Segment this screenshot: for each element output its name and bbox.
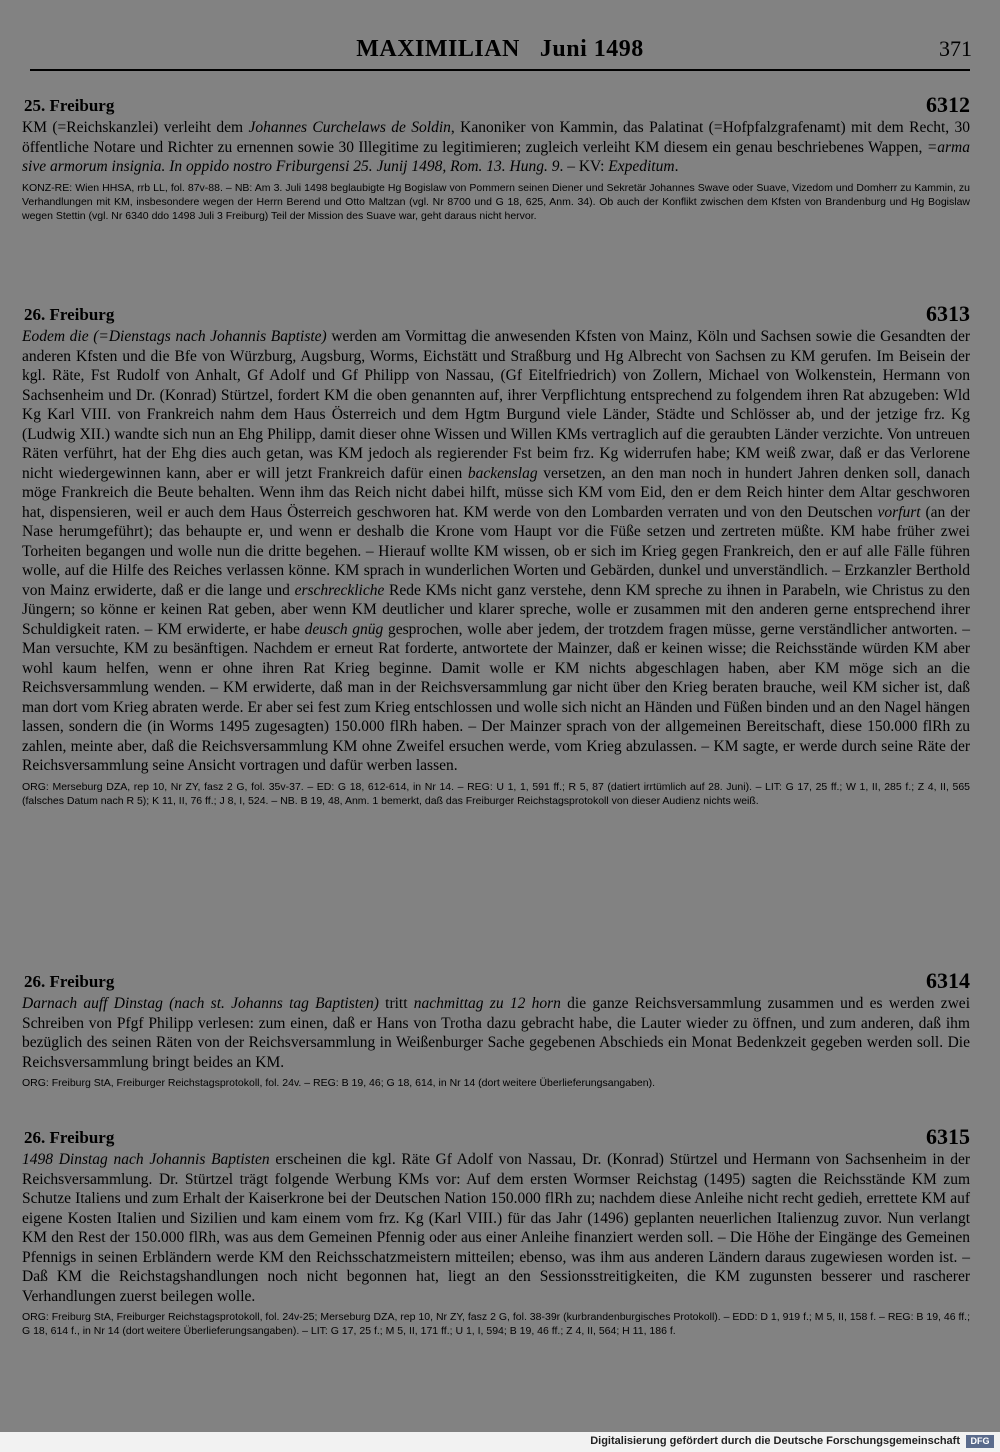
header-rule <box>30 69 970 71</box>
entry-number: 6313 <box>926 301 970 326</box>
page-title <box>22 36 978 63</box>
entry-6314 <box>22 968 970 1090</box>
entry-number: 6315 <box>926 1124 970 1149</box>
entry-text: Darnach auff Dinstag (nach st. Johanns tag Baptisten) tritt nachmittag zu 12 horn die ganze Reichsversammlung zusammen und es werden zwei Schreiben von Pfgf Philipp verlesen: zum einen, daß er Hans von Trotha dazu gebracht habe, die Lauter wieder zu öffnen, und zum anderen, daß ihm bezüglich des seinen Räten von der Reichsversammlung in Weißenburger Sache gegebenen Abschieds ein Monat Bedenkzeit gegeben werden soll. Die Reichsversammlung bringt beides an KM. <box>22 995 970 1071</box>
running-head <box>22 36 978 66</box>
title-date: Juni 1498 <box>539 36 644 62</box>
entry-notes: ORG: Merseburg DZA, rep 10, Nr ZY, fasz 2 G, fol. 35v-37. – ED: G 18, 612-614, in Nr 14. – REG: U 1, 1, 591 ff.; R 5, 87 (datiert irrtümlich auf 28. Juni). – LIT: G 17, 25 ff.; W 1, II, 285 f.; Z 4, II, 565 (falsches Datum nach R 5); K 11, II, 76 ff.; J 8, I, 524. – NB. B 19, 48, Anm. 1 bemerkt, daß das Freiburger Reichstagsprotokoll von dieser Audienz nichts weiß. <box>22 780 970 807</box>
entry-place: 26. Freiburg <box>24 305 115 324</box>
entry-notes: ORG: Freiburg StA, Freiburger Reichstagsprotokoll, fol. 24v. – REG: B 19, 46; G 18, 614, in Nr 14 (dort weitere Überlieferungsangaben). <box>22 1077 656 1089</box>
title-name: MAXIMILIAN <box>356 36 520 62</box>
entry-text: 1498 Dinstag nach Johannis Baptisten erscheinen die kgl. Räte Gf Adolf von Nassau, Dr. (Konrad) Stürtzel und Hermann von Sachsenheim in der Reichsversammlung. Dr. Stürtzel trägt folgende Werbung KMs vor: Auf dem ersten Wormser Reichstag (1495) sagten die Reichsstände KM zum Schutze Italiens und zum Erhalt der Kaiserkrone bei der Deutschen Nation 150.000 flRh zu; nachdem diese Anleihe nicht recht gedieh, errettete KM auf eigene Kosten Italien und Sizilien und kam einem vom frz. Kg (Karl VIII.) für das Jahr (1496) geplanten neuerlichen Italienzug zuvor. Nun verlangt KM den Rest der 150.000 flRh, was aus dem Gemeinen Pfennig oder aus einer Anleihe finanziert werden soll. – Die Höhe der Eingänge des Gemeinen Pfennigs in seinen Erbländern werde KM den Reichsschatzmeistern mitteilen; ebenso, was ihm aus anderen Ländern daraus zugewiesen worden ist. – Daß KM die Reichstagshandlungen noch nicht begonnen hat, liegt an den Sessionsstreitigkeiten, die KM zugunsten besserer und rascherer Verhandlungen zuerst beilegen wolle. <box>22 1151 970 1305</box>
entry-place: 26. Freiburg <box>24 1128 115 1147</box>
entry-number: 6314 <box>926 968 970 993</box>
footer-bar <box>0 1432 1000 1452</box>
entry-6315 <box>22 1124 970 1338</box>
entry-notes: ORG: Freiburg StA, Freiburger Reichstagsprotokoll, fol. 24v-25; Merseburg DZA, rep 10, Nr ZY, fasz 2 G, fol. 38-39r (kurbrandenburgisches Protokoll). – EDD: D 1, 919 f.; M 5, II, 158 f. – REG: B 19, 46 ff.; G 18, 614 f., in Nr 14 (dort weitere Überlieferungsangaben). – LIT: G 17, 25 f.; M 5, II, 171 ff.; U 1, I, 594; B 19, 46 ff.; Z 4, II, 564; H 11, 186 f. <box>22 1311 970 1337</box>
entry-place: 26. Freiburg <box>24 972 115 991</box>
entry-6313 <box>22 301 970 808</box>
entry-6312 <box>22 92 971 223</box>
entry-notes: KONZ-RE: Wien HHSA, rrb LL, fol. 87v-88. – NB: Am 3. Juli 1498 beglaubigte Hg Bogislaw von Pommern seinen Diener und Sekretär Johannes Swave oder Suave, Vizedom und Domherr zu Kammin, zu Verhandlungen mit KM, insbesondere wegen der Herrn Berend und Otto Maltzan (vgl. Nr 8700 und G 18, 625, Anm. 34). Ob auch der Konflikt zwischen dem Kfsten von Brandenburg und Hg Bogislaw wegen Stettin (vgl. Nr 6340 ddo 1498 Juli 3 Freiburg) Teil der Mission des Suave war, geht daraus nicht hervor. <box>22 181 970 222</box>
entry-text: Eodem die (=Dienstags nach Johannis Baptiste) werden am Vormittag die anwesenden Kfsten von Mainz, Köln und Sachsen sowie die Gesandten der anderen Kfsten und die Bfe von Würzburg, Augsburg, Worms, Eichstätt und Straßburg und Hg Albrecht von Sachsen zu KM gerufen. Im Beisein der kgl. Räte, Fst Rudolf von Anhalt, Gf Adolf und Gf Philipp von Nassau, (Gf Eitelfriedrich) von Zollern, Michael von Wolkenstein, Hermann von Sachsenheim und Dr. (Konrad) Stürtzel, fordert KM die oben genannten auf, ihrer Verpflichtung entsprechend zu folgendem ihren Rat abzugeben: Wld Kg Karl VIII. von Frankreich nahm dem Haus Österreich und dem Hgtm Burgund viele Länder, Städte und Schlösser ab, und der jetzige frz. Kg (Ludwig XII.) wandte sich nun an Ehg Philipp, damit dieser ohne Wissen und Willen KMs vertraglich auf die geraubten Länder verzichte. Von untreuen Räten verführt, hat der Ehg dies auch getan, was KM jedoch als regierender Fst beim frz. Kg widerrufen habe; KM weiß zwar, daß er das Verlorene nicht wiedergewinnen kann, aber er will jetzt Frankreich dafür einen backenslag versetzen, an den man noch in hundert Jahren denken soll, danach möge Frankreich die Beute behalten. Wenn ihm das Reich nicht dabei hilft, müsse sich KM vom Eid, den er dem Reich hinter dem Altar geschworen hat, dispensieren, weil er auch dem Haus Österreich geschworen hat. KM werde von den Lombarden verraten und von den Deutschen vorfurt (an der Nase herumgeführt); das behaupte er, und wenn er deshalb die Krone vom Haupt vor die Füße setzen und zertreten müßte. KM habe früher zwei Torheiten begangen und wolle nun die dritte begehen. – Hierauf wollte KM wissen, ob er sich im Krieg gegen Frankreich, den er auf alle Fälle führen wolle, auf die Hilfe des Reiches verlassen könne. KM sprach in wunderlichen Worten und Gebärden, dunkel und unverständlich. – Erzkanzler Berthold von Mainz erwiderte, daß er die lange und erschreckliche Rede KMs nicht ganz verstehe, denn KM spreche zu ihnen in Parabeln, wie Christus zu den Jüngern; so könne er keinen Rat geben, aber wenn KM deutlicher und klarer spreche, wolle er zusammen mit den anderen gerne entsprechend ihrer Schuldigkeit raten. – KM erwiderte, er habe deusch gnüg gesprochen, wolle aber jedem, der trotzdem fragen müsse, gerne verständlicher antworten. – Man versuchte, KM zu besänftigen. Nachdem er erneut Rat forderte, antwortete der Mainzer, daß er keinen wisse; die Reichsstände würden KM aber wohl kaum helfen, wenn er ohne ihren Rat Krieg beginne. Damit wolle er KM nichts abgeschlagen haben, aber KM möge sich an die Reichsversammlung wenden. – KM erwiderte, daß man in der Reichsversammlung gar nicht über den Krieg beraten brauche, weil KM sicher ist, daß man dort vom Krieg abraten werde. Er aber sei fest zum Krieg entschlossen und wolle sich nicht an Händen und Füßen binden und an den Nagel hängen lassen, sondern die (in Worms 1495 zugesagten) 150.000 flRh haben. – Der Mainzer sprach von der allgemeinen Bereitschaft, diese 150.000 flRh zu zahlen, meinte aber, daß die Reichsversammlung KM ohne Zweifel ersuchen werde, vom Krieg abzulassen. – KM sagte, er werde durch seine Räte der Reichsversammlung seine Ansicht vortragen und dafür werben lassen. <box>22 328 970 774</box>
entry-place: 25. Freiburg <box>24 96 115 115</box>
page-number: 371 <box>939 36 972 61</box>
entry-number: 6312 <box>926 92 970 117</box>
dfg-logo-icon: DFG <box>966 1435 994 1448</box>
footer-credit: Digitalisierung gefördert durch die Deutsche Forschungsgemeinschaft <box>590 1435 960 1447</box>
entry-text: KM (=Reichskanzlei) verleiht dem Johannes Curchelaws de Soldin, Kanoniker von Kammin, das Palatinat (=Hofpfalzgrafenamt) mit dem Recht, 30 öffentliche Notare und Richter zu ernennen sowie 30 Illegitime zu legitimieren; zugleich verleiht KM diesem ein genau beschriebenes Wappen, =arma sive armorum insignia. In oppido nostro Friburgensi 25. Junij 1498, Rom. 13. Hung. 9. – KV: Expeditum. <box>22 119 971 175</box>
